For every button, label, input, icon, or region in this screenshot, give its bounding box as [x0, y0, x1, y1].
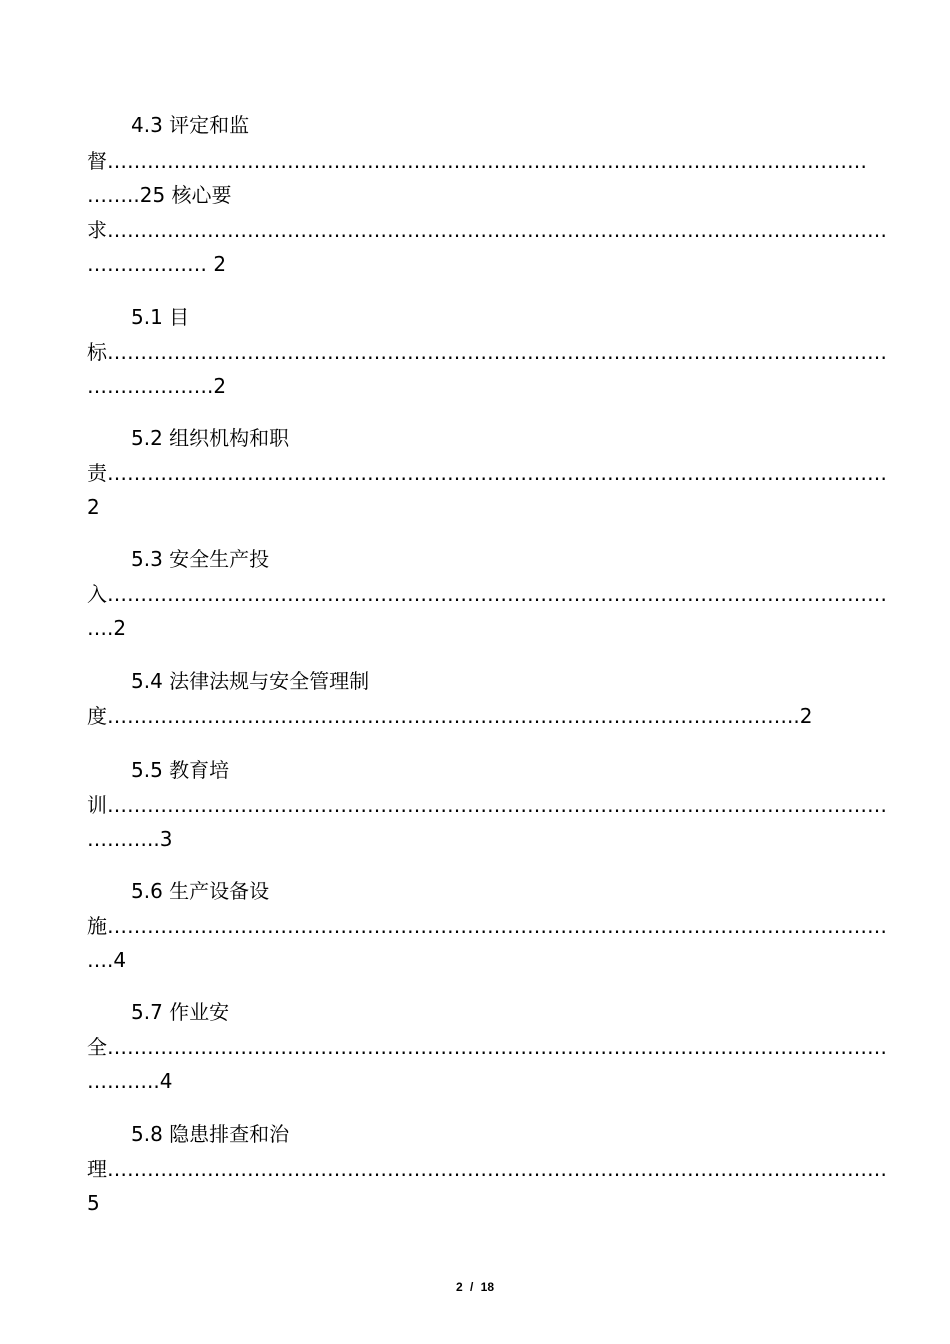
- toc-leader-core: 求………………………………………………………………………………………………………: [87, 218, 887, 242]
- toc-heading-5-2: 5.2 组织机构和职: [131, 426, 290, 450]
- toc-leader-5-2: 责………………………………………………………………………………………………………: [87, 461, 887, 485]
- toc-leader-5-1-page: ……………….2: [87, 374, 227, 398]
- toc-leader-5-3-page: ….2: [87, 616, 127, 640]
- toc-leader-4-3-page: ……..25 核心要: [87, 183, 232, 207]
- toc-leader-5-7: 全………………………………………………………………………………………………………: [87, 1035, 887, 1059]
- current-page-number: 2: [455, 1280, 463, 1294]
- toc-leader-5-8-page: 5: [87, 1191, 100, 1215]
- toc-leader-core-page: ……………… 2: [87, 252, 227, 276]
- page-number-footer: [0, 1280, 950, 1294]
- toc-leader-5-5-page: ………..3: [87, 827, 173, 851]
- toc-heading-5-8: 5.8 隐患排查和治: [131, 1122, 290, 1146]
- toc-heading-5-3: 5.3 安全生产投: [131, 547, 270, 571]
- toc-leader-5-6-page: ….4: [87, 948, 127, 972]
- toc-leader-5-1: 标………………………………………………………………………………………………………: [87, 340, 887, 364]
- toc-leader-5-8: 理………………………………………………………………………………………………………: [87, 1157, 887, 1181]
- toc-leader-5-5: 训………………………………………………………………………………………………………: [87, 793, 887, 817]
- toc-leader-5-4: 度…………………………………………………………………………………………..2: [87, 704, 813, 728]
- toc-heading-5-1: 5.1 目: [131, 305, 190, 329]
- toc-leader-4-3: 督……………………………………………………………………………………………………: [87, 149, 867, 173]
- toc-heading-5-7: 5.7 作业安: [131, 1000, 230, 1024]
- page-separator: /: [469, 1280, 474, 1294]
- toc-leader-5-6: 施………………………………………………………………………………………………………: [87, 914, 887, 938]
- toc-heading-5-4: 5.4 法律法规与安全管理制: [131, 669, 370, 693]
- total-page-count: 18: [480, 1280, 495, 1294]
- toc-heading-4-3: 4.3 评定和监: [131, 113, 250, 137]
- toc-leader-5-3: 入………………………………………………………………………………………………………: [87, 582, 887, 606]
- toc-heading-5-6: 5.6 生产设备设: [131, 879, 270, 903]
- toc-leader-5-2-page: 2: [87, 495, 100, 519]
- toc-leader-5-7-page: ………..4: [87, 1069, 173, 1093]
- toc-heading-5-5: 5.5 教育培: [131, 758, 230, 782]
